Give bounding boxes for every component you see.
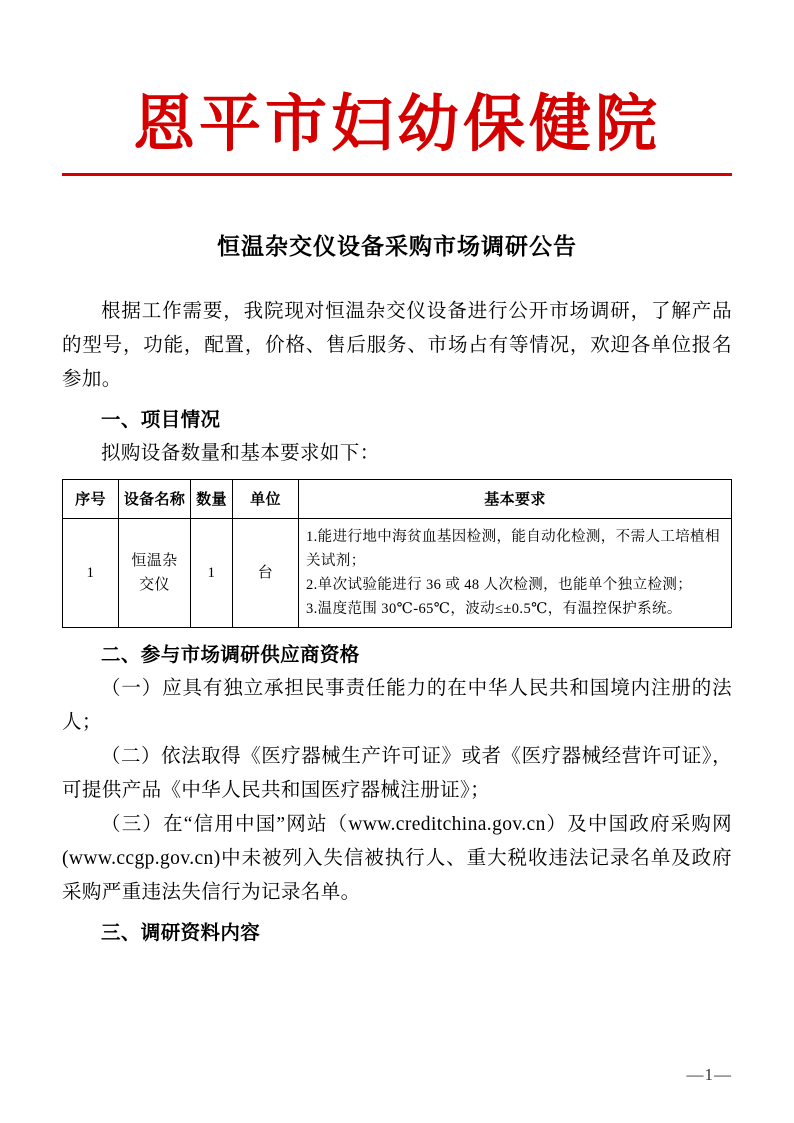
intro-paragraph: 根据工作需要，我院现对恒温杂交仪设备进行公开市场调研，了解产品的型号，功能，配置，价格、售后服务、市场占有等情况，欢迎各单位报名参加。 xyxy=(62,301,732,391)
table-header-row xyxy=(63,480,732,519)
table-header-cell: 序号 xyxy=(63,480,119,519)
requirement-line: 2.单次试验能进行 36 或 48 人次检测，也能单个独立检测； xyxy=(306,577,693,594)
table-header-cell: 基本要求 xyxy=(299,480,732,519)
document-body xyxy=(62,295,732,950)
requirement-line: 1.能进行地中海贫血基因检测，能自动化检测，不需人工培植相关试剂； xyxy=(306,529,720,570)
cell-qty: 1 xyxy=(191,519,233,628)
page-number: —1— xyxy=(686,1065,732,1084)
section2-item: （二）依法取得《医疗器械生产许可证》或者《医疗器械经营许可证》，可提供产品《中华人民共和国医疗器械注册证》； xyxy=(62,746,732,802)
table-row xyxy=(63,519,732,628)
masthead xyxy=(62,88,732,176)
requirements-table-wrapper xyxy=(62,479,732,628)
cell-name: 恒温杂交仪 xyxy=(119,519,191,628)
section-heading-1: 一、项目情况 xyxy=(101,408,221,432)
requirement-line: 3.温度范围 30℃-65℃，波动≤±0.5℃，有温控保护系统。 xyxy=(306,601,682,618)
document-title: 恒温杂交仪设备采购市场调研公告 xyxy=(217,233,577,261)
organization-title: 恩平市妇幼保健院 xyxy=(132,87,661,160)
table-header-cell: 设备名称 xyxy=(119,480,191,519)
section2-item: （三）在“信用中国”网站（www.creditchina.gov.cn）及中国政府采购网(www.ccgp.gov.cn)中未被列入失信被执行人、重大税收违法记录名单及政府采购严重违法失信行为记录名单。 xyxy=(62,814,732,904)
section1-lead: 拟购设备数量和基本要求如下： xyxy=(101,443,380,465)
cell-requirements xyxy=(299,519,732,628)
table-header-cell: 单位 xyxy=(233,480,299,519)
section-heading-2: 二、参与市场调研供应商资格 xyxy=(101,643,360,667)
section2-item: （一）应具有独立承担民事责任能力的在中华人民共和国境内注册的法人； xyxy=(62,678,732,734)
requirements-table xyxy=(62,479,732,628)
table-header-cell: 数量 xyxy=(191,480,233,519)
masthead-divider xyxy=(62,173,732,176)
cell-unit: 台 xyxy=(233,519,299,628)
section-heading-3: 三、调研资料内容 xyxy=(101,921,261,945)
cell-no: 1 xyxy=(63,519,119,628)
